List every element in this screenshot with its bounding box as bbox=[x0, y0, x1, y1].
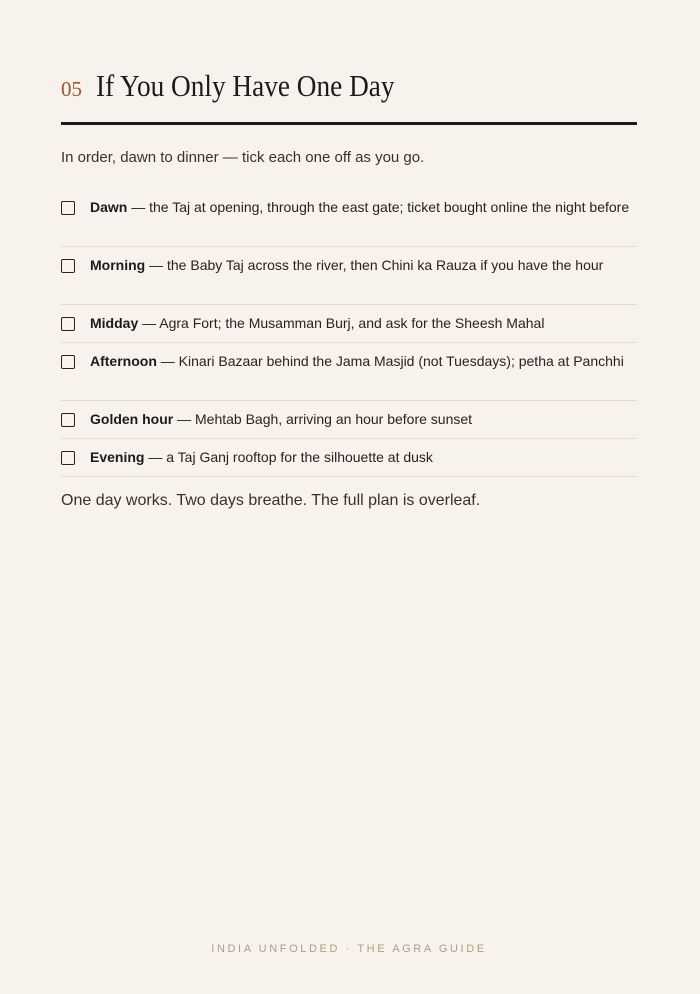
checklist-item-description: — Agra Fort; the Musamman Burj, and ask for the Sheesh Mahal bbox=[138, 315, 545, 331]
checklist-item-morning bbox=[61, 247, 637, 305]
page-footer: INDIA UNFOLDED · THE AGRA GUIDE bbox=[211, 943, 487, 955]
checkbox[interactable] bbox=[61, 355, 75, 369]
chapter-title: If You Only Have One Day bbox=[96, 68, 395, 103]
checklist-item-description: — the Taj at opening, through the east gate; ticket bought online the night before bbox=[127, 199, 630, 215]
checklist-item-afternoon bbox=[61, 343, 637, 401]
checklist-item-description: — Mehtab Bagh, arriving an hour before sunset bbox=[173, 411, 473, 427]
checkbox[interactable] bbox=[61, 413, 75, 427]
intro-text: In order, dawn to dinner — tick each one off as you go. bbox=[61, 149, 425, 166]
checkbox[interactable] bbox=[61, 201, 75, 215]
checkbox[interactable] bbox=[61, 317, 75, 331]
outro-text: One day works. Two days breathe. The full plan is overleaf. bbox=[61, 492, 481, 509]
itinerary-checklist bbox=[61, 189, 637, 477]
checklist-item-label: Morning bbox=[90, 257, 146, 273]
checklist-item-label: Golden hour bbox=[90, 411, 174, 427]
checklist-item-text bbox=[90, 255, 637, 276]
checklist-item-label: Midday bbox=[90, 315, 139, 331]
checklist-item-description: — the Baby Taj across the river, then Chini ka Rauza if you have the hour bbox=[145, 257, 604, 273]
checklist-item-text bbox=[90, 447, 637, 468]
checklist-item-label: Dawn bbox=[90, 199, 128, 215]
checklist-item-text bbox=[90, 313, 637, 334]
checklist-item-text bbox=[90, 197, 637, 218]
checklist-item-description: — a Taj Ganj rooftop for the silhouette at dusk bbox=[144, 449, 433, 465]
checklist-item-text bbox=[90, 351, 637, 372]
checklist-item-evening bbox=[61, 439, 637, 477]
checklist-item-dawn bbox=[61, 189, 637, 247]
chapter-heading bbox=[61, 68, 637, 108]
checklist-item-label: Evening bbox=[90, 449, 145, 465]
checklist-item-midday bbox=[61, 305, 637, 343]
checklist-item-label: Afternoon bbox=[90, 353, 157, 369]
chapter-number: 05 bbox=[61, 77, 82, 101]
checklist-item-text bbox=[90, 409, 637, 430]
page bbox=[61, 0, 637, 994]
checklist-item-golden-hour bbox=[61, 401, 637, 439]
checkbox[interactable] bbox=[61, 259, 75, 273]
heading-rule bbox=[61, 122, 637, 125]
checkbox[interactable] bbox=[61, 451, 75, 465]
checklist-item-description: — Kinari Bazaar behind the Jama Masjid (not Tuesdays); petha at Panchhi bbox=[156, 353, 624, 369]
